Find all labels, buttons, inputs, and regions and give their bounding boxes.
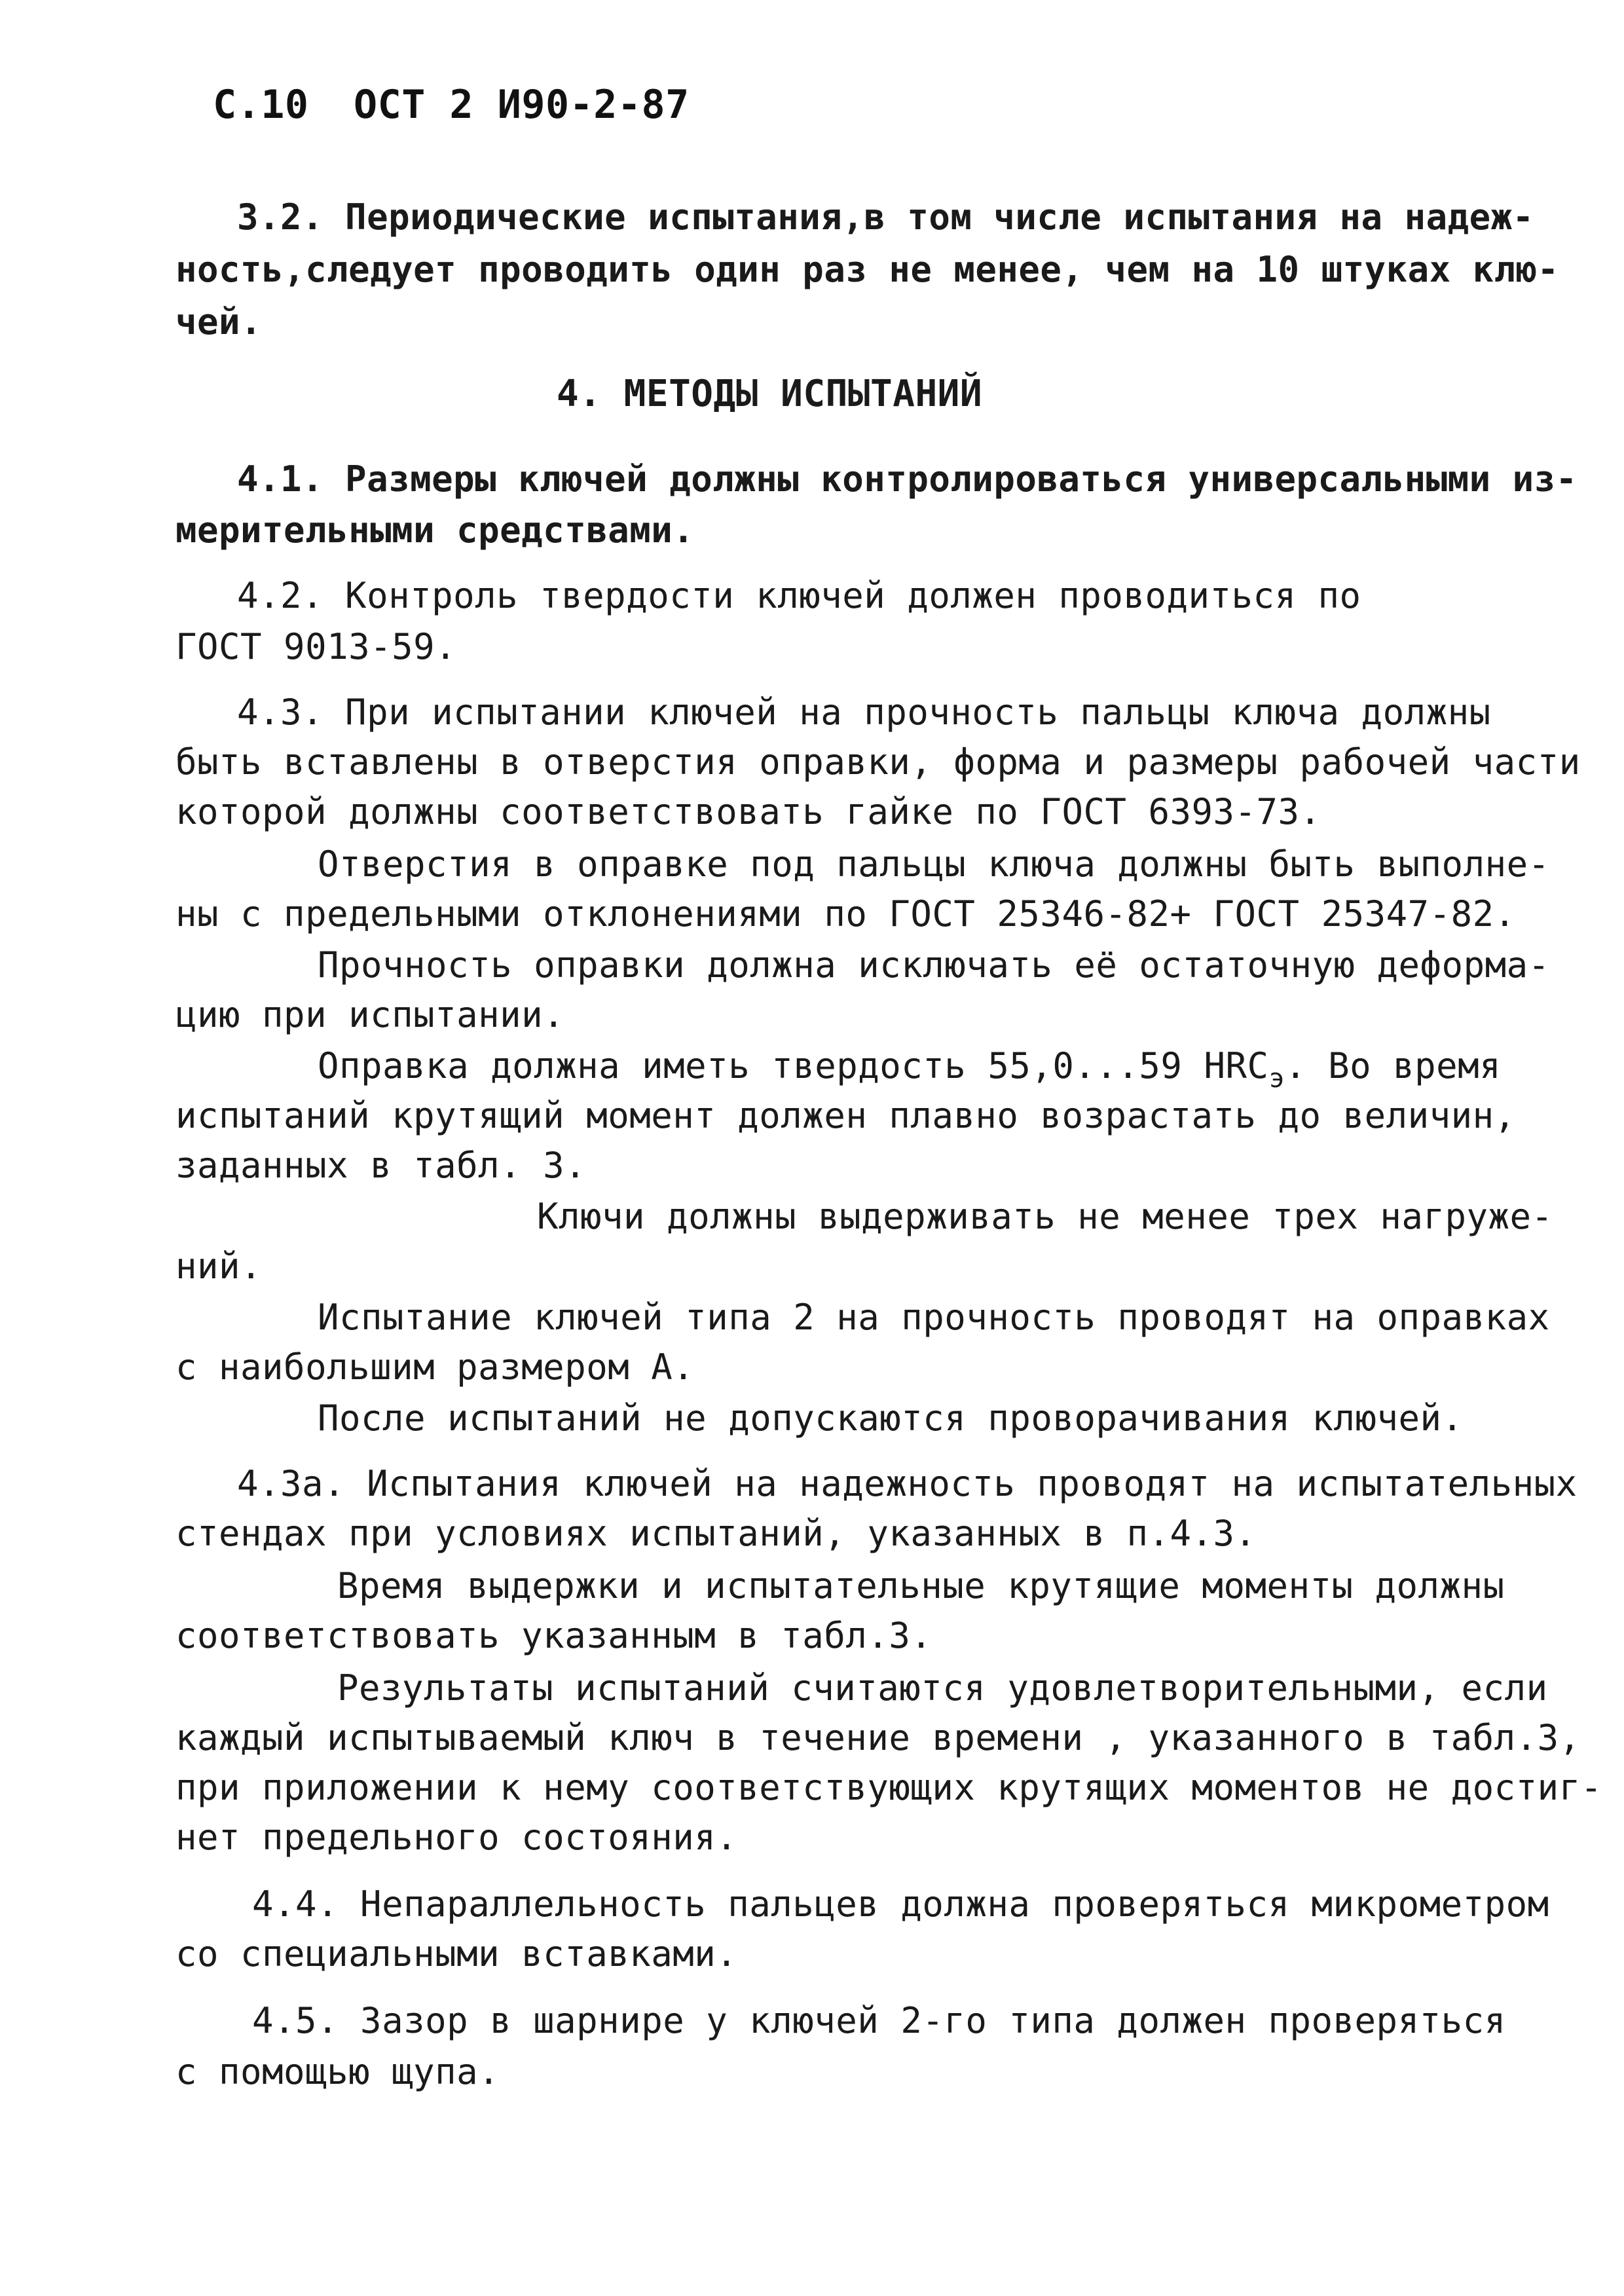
hardness-text: Оправка должна иметь твердость 55,0...59 HRC [318,1045,1269,1086]
text-line: 4.4. Непараллельность пальцев должна проверяться микрометром [252,1883,1549,1925]
text-line: которой должны соответствовать гайке по ГОСТ 6393-73. [175,791,1321,832]
text-line: стендах при условиях испытаний, указанных в п.4.3. [175,1513,1257,1554]
text-line: испытаний крутящий момент должен плавно возрастать до величин, [175,1095,1516,1136]
hardness-subscript: э [1268,1064,1285,1094]
hardness-text-end: . Во время [1285,1045,1502,1086]
text-line: с помощью щупа. [175,2051,500,2092]
text-line: ность,следует проводить один раз не менее, чем на 10 штуках клю- [175,249,1559,290]
text-line: нет предельного состояния. [175,1817,738,1858]
text-line: Испытание ключей типа 2 на прочность проводят на оправках [318,1297,1550,1338]
text-line: 4.5. Зазор в шарнире у ключей 2-го типа должен проверяться [252,2000,1506,2041]
text-line: соответствовать указанным в табл.3. [175,1615,932,1656]
text-line: Отверстия в оправке под пальцы ключа должны быть выполне- [318,843,1550,885]
text-line: ГОСТ 9013-59. [175,626,457,667]
standard-code: ОСТ 2 И90-2-87 [354,82,690,128]
section-heading: 4. МЕТОДЫ ИСПЫТАНИЙ [557,373,983,415]
hardness-line [318,1045,1502,1094]
page-number: С.10 [213,82,309,128]
text-line: с наибольшим размером А. [175,1346,695,1388]
text-line: Время выдержки и испытательные крутящие моменты должны [337,1565,1505,1606]
text-line: После испытаний не допускаются проворачивания ключей. [318,1398,1464,1439]
text-line: 4.3. При испытании ключей на прочность пальцы ключа должны [237,692,1491,733]
text-line: быть вставлены в отверстия оправки, форма и размеры рабочей части [175,741,1581,783]
text-line: каждый испытываемый ключ в течение времени , указанного в табл.3, [175,1717,1581,1758]
text-line: 4.1. Размеры ключей должны контролироваться универсальными из- [237,458,1578,500]
text-line: 3.2. Периодические испытания,в том числе испытания на надеж- [237,196,1534,238]
text-line: цию при испытании. [175,994,565,1035]
text-line: заданных в табл. 3. [175,1145,587,1186]
text-line: чей. [175,301,263,343]
text-line: при приложении к нему соответствующих крутящих моментов не достиг- [175,1767,1602,1808]
text-line: ны с предельными отклонениями по ГОСТ 25346-82+ ГОСТ 25347-82. [175,893,1516,935]
text-line: ний. [175,1246,263,1287]
text-line: 4.3а. Испытания ключей на надежность проводят на испытательных [237,1463,1578,1504]
text-line: Ключи должны выдерживать не менее трех нагруже- [537,1196,1553,1237]
text-line: со специальными вставками. [175,1933,738,1974]
text-line: Прочность оправки должна исключать её остаточную деформа- [318,944,1550,986]
text-line: Результаты испытаний считаются удовлетворительными, если [337,1667,1548,1709]
text-line: 4.2. Контроль твердости ключей должен проводиться по [237,575,1361,616]
text-line: мерительными средствами. [175,509,695,551]
